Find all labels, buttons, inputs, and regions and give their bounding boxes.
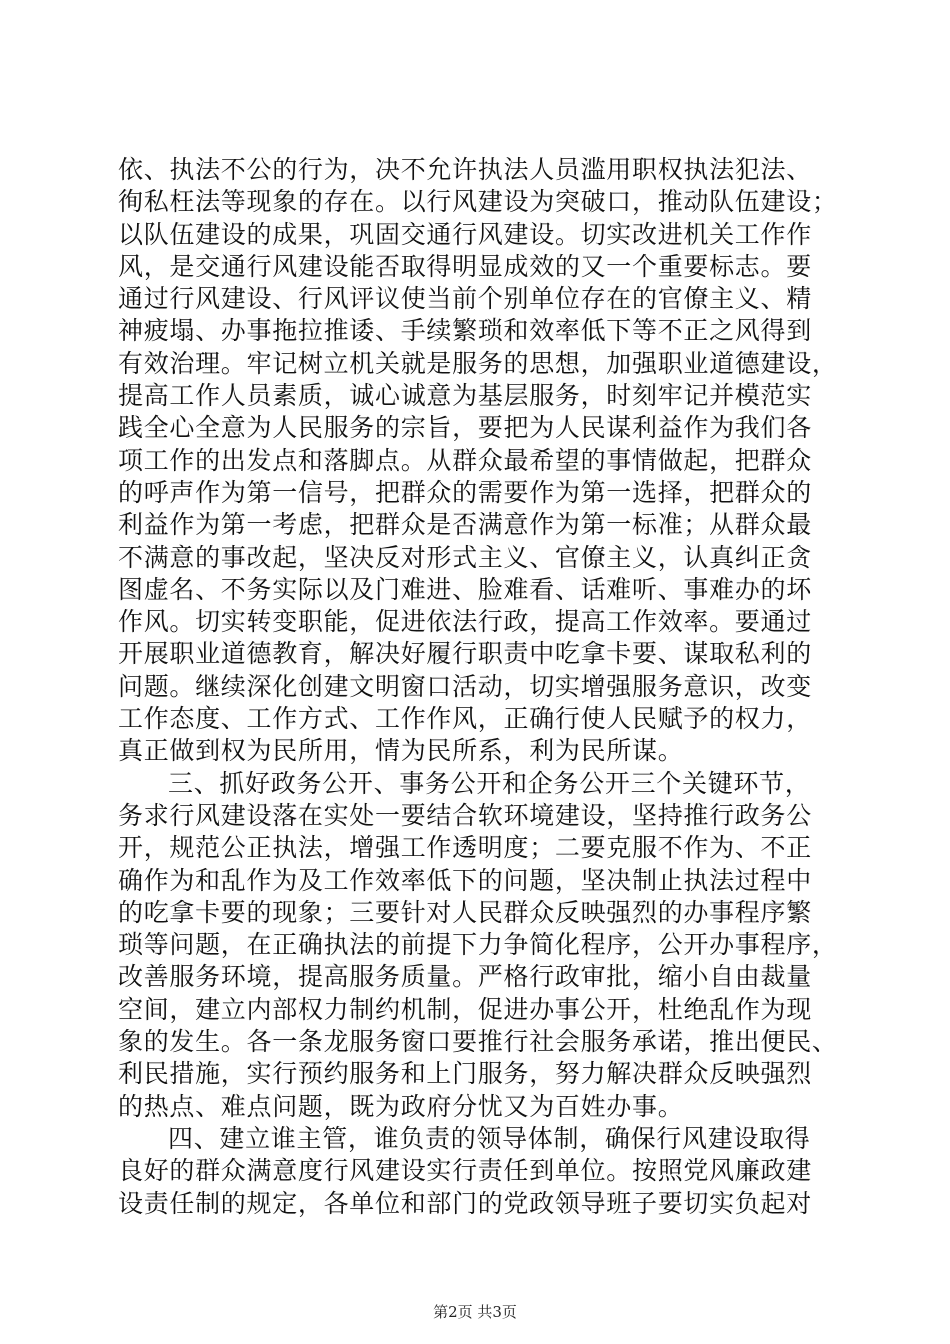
text-line: 四、建立谁主管，谁负责的领导体制，确保行风建设取得 xyxy=(168,1123,811,1153)
text-line: 作风。切实转变职能，促进依法行政，提高工作效率。要通过 xyxy=(118,607,812,637)
text-line: 的呼声作为第一信号，把群众的需要作为第一选择，把群众的 xyxy=(118,477,812,507)
text-line: 空间，建立内部权力制约机制，促进办事公开，杜绝乱作为现 xyxy=(118,994,812,1024)
text-line: 利益作为第一考虑，把群众是否满意作为第一标准；从群众最 xyxy=(118,510,812,540)
text-line: 不满意的事改起，坚决反对形式主义、官僚主义，认真纠正贪 xyxy=(118,542,812,572)
text-line: 开展职业道德教育，解决好履行职责中吃拿卡要、谋取私利的 xyxy=(118,639,812,669)
text-line: 务求行风建设落在实处一要结合软环境建设，坚持推行政务公 xyxy=(118,800,812,830)
document-body xyxy=(118,154,838,1220)
text-line: 的热点、难点问题，既为政府分忧又为百姓办事。 xyxy=(118,1091,684,1121)
text-line: 神疲塌、办事拖拉推诿、手续繁琐和效率低下等不正之风得到 xyxy=(118,316,812,346)
text-line: 有效治理。牢记树立机关就是服务的思想，加强职业道德建设， xyxy=(118,348,838,378)
text-line: 利民措施，实行预约服务和上门服务，努力解决群众反映强烈 xyxy=(118,1059,812,1089)
text-line: 以队伍建设的成果，巩固交通行风建设。切实改进机关工作作 xyxy=(118,219,812,249)
text-line: 项工作的出发点和落脚点。从群众最希望的事情做起，把群众 xyxy=(118,445,812,475)
text-line: 践全心全意为人民服务的宗旨，要把为人民谋利益作为我们各 xyxy=(118,413,812,443)
text-line: 良好的群众满意度行风建设实行责任到单位。按照党风廉政建 xyxy=(118,1156,812,1186)
text-line: 风，是交通行风建设能否取得明显成效的又一个重要标志。要 xyxy=(118,251,812,281)
text-line: 依、执法不公的行为，决不允许执法人员滥用职权执法犯法、 xyxy=(118,155,812,184)
text-line: 设责任制的规定，各单位和部门的党政领导班子要切实负起对 xyxy=(118,1188,812,1218)
text-line: 琐等问题，在正确执法的前提下力争简化程序，公开办事程序， xyxy=(118,930,838,960)
text-line: 真正做到权为民所用，情为民所系，利为民所谋。 xyxy=(118,736,684,766)
text-line: 开，规范公正执法，增强工作透明度；二要克服不作为、不正 xyxy=(118,833,812,863)
text-line: 改善服务环境，提高服务质量。严格行政审批，缩小自由裁量 xyxy=(118,962,812,992)
text-line: 提高工作人员素质，诚心诚意为基层服务，时刻牢记并模范实 xyxy=(118,381,812,411)
text-line: 通过行风建设、行风评议使当前个别单位存在的官僚主义、精 xyxy=(118,284,812,314)
text-line: 三、抓好政务公开、事务公开和企务公开三个关键环节， xyxy=(168,768,811,798)
text-line: 的吃拿卡要的现象；三要针对人民群众反映强烈的办事程序繁 xyxy=(118,897,812,927)
text-line: 徇私枉法等现象的存在。以行风建设为突破口，推动队伍建设； xyxy=(118,187,838,217)
text-line: 图虚名、不务实际以及门难进、脸难看、话难听、事难办的坏 xyxy=(118,574,812,604)
text-line: 象的发生。各一条龙服务窗口要推行社会服务承诺，推出便民、 xyxy=(118,1027,838,1057)
text-line: 确作为和乱作为及工作效率低下的问题，坚决制止执法过程中 xyxy=(118,865,812,895)
page-footer: 第2页 共3页 xyxy=(433,1303,517,1321)
text-line: 工作态度、工作方式、工作作风，正确行使人民赋予的权力， xyxy=(118,704,812,734)
text-line: 问题。继续深化创建文明窗口活动，切实增强服务意识，改变 xyxy=(118,671,812,701)
